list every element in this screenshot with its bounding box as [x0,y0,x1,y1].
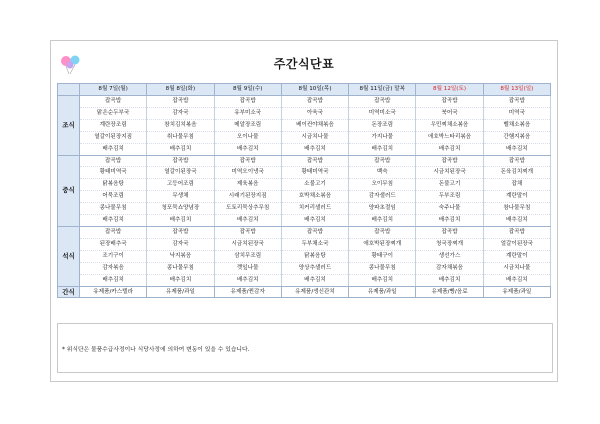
menu-item-cell: 감자볶음 [80,262,147,274]
menu-item-cell: 콩나물무침 [349,262,416,274]
menu-item-cell: 맑은순두부국 [80,107,147,119]
menu-item-cell: 잡곡밥 [483,226,550,238]
menu-item-cell: 유제품/찐감자 [214,286,281,298]
menu-item-cell: 배추김치 [416,143,483,155]
notice-box [57,323,553,373]
table-row [58,286,551,298]
menu-item-cell: 배추김치 [416,215,483,227]
menu-item-cell: 배추김치 [147,274,214,286]
menu-item-cell: 황태미역국 [281,167,348,179]
menu-item-cell: 치커리샐러드 [281,203,348,215]
menu-item-cell: 베이컨야채볶음 [281,119,348,131]
menu-item-cell: 감자국 [147,238,214,250]
menu-item-cell: 오이나물 [214,131,281,143]
menu-item-cell: 참나물무침 [483,203,550,215]
menu-item-cell: 어묵조림 [80,191,147,203]
menu-item-cell: 양상추샐러드 [281,262,348,274]
table-row [58,191,551,203]
menu-item-cell: 배추김치 [416,274,483,286]
menu-item-cell: 잡곡밥 [80,96,147,108]
table-row [58,96,551,108]
menu-item-cell: 닭볶음탕 [281,250,348,262]
menu-item-cell: 애호박된장찌개 [349,238,416,250]
day-header: 8월 12일(토) [416,84,483,96]
table-row [58,203,551,215]
menu-item-cell: 호박채소볶음 [281,191,348,203]
menu-item-cell: 오이무침 [349,179,416,191]
table-row [58,238,551,250]
table-row [58,119,551,131]
menu-item-cell: 배추김치 [80,215,147,227]
menu-item-cell: 배추김치 [214,143,281,155]
menu-item-cell: 배추김치 [349,143,416,155]
day-header: 8월 7일(월) [80,84,147,96]
meal-category-label: 조식 [58,96,80,156]
menu-item-cell: 애호박느타리볶음 [416,131,483,143]
menu-item-cell: 우민찌채소볶음 [416,119,483,131]
corner-cell [58,84,80,96]
menu-item-cell: 잡곡밥 [416,96,483,108]
menu-item-cell: 감자채볶음 [416,262,483,274]
menu-item-cell: 배추김치 [214,215,281,227]
day-header: 8월 10일(목) [281,84,348,96]
day-header: 8월 8일(화) [147,84,214,96]
menu-item-cell: 고등어조림 [147,179,214,191]
menu-item-cell: 잡채 [483,179,550,191]
menu-item-cell: 잡곡밥 [281,226,348,238]
menu-item-cell: 잡곡밥 [147,155,214,167]
menu-item-cell: 잡곡밥 [416,226,483,238]
menu-item-cell: 잡곡밥 [80,155,147,167]
menu-item-cell: 무생채 [147,191,214,203]
menu-item-cell: 배추김치 [80,274,147,286]
meal-category-label: 중식 [58,155,80,226]
menu-item-cell: 콩나물무침 [80,203,147,215]
menu-item-cell: 간햄지볶음 [483,131,550,143]
menu-item-cell: 계란말이 [483,250,550,262]
menu-item-cell: 닭볶음탕 [80,179,147,191]
table-row [58,143,551,155]
menu-item-cell: 삼치무조림 [214,250,281,262]
menu-item-cell: 시금치된장국 [416,167,483,179]
menu-item-cell: 얼갈이된장국 [483,238,550,250]
menu-item-cell: 된장배추국 [80,238,147,250]
menu-item-cell: 미역미소국 [349,107,416,119]
menu-item-cell: 참치김치볶음 [147,119,214,131]
menu-item-cell: 배추김치 [281,143,348,155]
menu-item-cell: 배추김치 [349,215,416,227]
table-row [58,215,551,227]
menu-item-cell: 시금치된장국 [214,238,281,250]
table-row [58,155,551,167]
table-row [58,226,551,238]
menu-item-cell: 감자국 [147,107,214,119]
menu-item-cell: 양파초절임 [349,203,416,215]
menu-item-cell: 콩나물무침 [147,262,214,274]
menu-item-cell: 열갈이된장국 [147,167,214,179]
menu-item-cell: 유제품/빵/음료 [416,286,483,298]
menu-item-cell: 백숙 [349,167,416,179]
menu-item-cell: 유부미소국 [214,107,281,119]
day-header: 8월 9일(수) [214,84,281,96]
menu-item-cell: 잡곡밥 [349,155,416,167]
day-header: 8월 13일(일) [483,84,550,96]
menu-item-cell: 소불고기 [281,179,348,191]
menu-item-cell: 잡곡밥 [349,96,416,108]
menu-item-cell: 배추김치 [483,143,550,155]
menu-item-cell: 배추김치 [147,215,214,227]
menu-item-cell: 유제품/과일 [349,286,416,298]
menu-item-cell: 낙지볶음 [147,250,214,262]
menu-item-cell: 잡곡밥 [147,96,214,108]
menu-item-cell: 잡곡밥 [483,96,550,108]
menu-item-cell: 숙주나물 [416,203,483,215]
menu-item-cell: 메알장조림 [214,119,281,131]
menu-item-cell: 가지나물 [349,131,416,143]
menu-item-cell: 계란장조림 [80,119,147,131]
table-row [58,179,551,191]
menu-item-cell: 배추김치 [214,274,281,286]
menu-item-cell: 유제품/과일 [147,286,214,298]
meal-category-label: 석식 [58,226,80,286]
menu-item-cell: 배추김치 [147,143,214,155]
menu-item-cell: 조기구이 [80,250,147,262]
menu-item-cell: 생선가스 [416,250,483,262]
menu-item-cell: 잡곡밥 [80,226,147,238]
menu-item-cell: 미역국 [483,107,550,119]
menu-item-cell: 시래기된장지짐 [214,191,281,203]
table-row [58,262,551,274]
table-row [58,131,551,143]
menu-item-cell: 잡곡밥 [281,155,348,167]
notice-text: * 위식단은 물품수급사정이나 식당사정에 의하여 변동이 있을 수 있습니다. [62,347,250,353]
menu-item-cell: 제육볶음 [214,179,281,191]
menu-item-cell: 배추김치 [483,215,550,227]
menu-item-cell: 잡곡밥 [214,155,281,167]
menu-item-cell: 취나물무침 [147,131,214,143]
menu-item-cell: 청국장찌개 [416,238,483,250]
table-row [58,274,551,286]
menu-item-cell: 벨채소볶음 [483,119,550,131]
menu-item-cell: 황태구이 [349,250,416,262]
menu-item-cell: 배추김치 [281,274,348,286]
meal-category-label: 간식 [58,286,80,298]
menu-item-cell: 돈장조림 [349,119,416,131]
menu-item-cell: 잡곡밥 [349,226,416,238]
table-row [58,167,551,179]
menu-sheet [50,40,558,382]
menu-item-cell: 시금치나물 [483,262,550,274]
menu-item-cell: 황태미역국 [80,167,147,179]
menu-item-cell: 잡곡밥 [214,96,281,108]
menu-item-cell: 미역오이냉국 [214,167,281,179]
menu-item-cell: 유제품/카스텔라 [80,286,147,298]
menu-item-cell: 유제품/생신관치 [281,286,348,298]
menu-item-cell: 잡곡밥 [416,155,483,167]
menu-item-cell: 배추김치 [349,274,416,286]
menu-item-cell: 아욱국 [281,107,348,119]
menu-item-cell: 유제품/과일 [483,286,550,298]
menu-item-cell: 잡곡밥 [214,226,281,238]
day-header-row [58,84,551,96]
menu-item-cell: 배추김치 [80,143,147,155]
menu-item-cell: 깻잎나물 [214,262,281,274]
menu-item-cell: 북어국 [416,107,483,119]
menu-item-cell: 청포묵쇼양념장 [147,203,214,215]
menu-item-cell: 두부채소국 [281,238,348,250]
menu-item-cell: 시금치나물 [281,131,348,143]
table-row [58,107,551,119]
menu-item-cell: 돈육김치찌개 [483,167,550,179]
menu-item-cell: 열갈이된장지짐 [80,131,147,143]
menu-item-cell: 두부조림 [416,191,483,203]
day-header: 8월 11일(금) 말복 [349,84,416,96]
table-row [58,250,551,262]
menu-item-cell: 잡곡밥 [147,226,214,238]
page-title: 주간식단표 [273,57,335,71]
menu-item-cell: 잡곡밥 [483,155,550,167]
menu-item-cell: 돈불고기 [416,179,483,191]
menu-item-cell: 잡곡밥 [281,96,348,108]
menu-item-cell: 감자샐러드 [349,191,416,203]
menu-item-cell: 계란말이 [483,191,550,203]
weekly-menu-table [57,83,551,298]
menu-item-cell: 도토리묵상추무침 [214,203,281,215]
menu-item-cell: 배추김치 [483,274,550,286]
menu-item-cell: 배추김치 [281,215,348,227]
